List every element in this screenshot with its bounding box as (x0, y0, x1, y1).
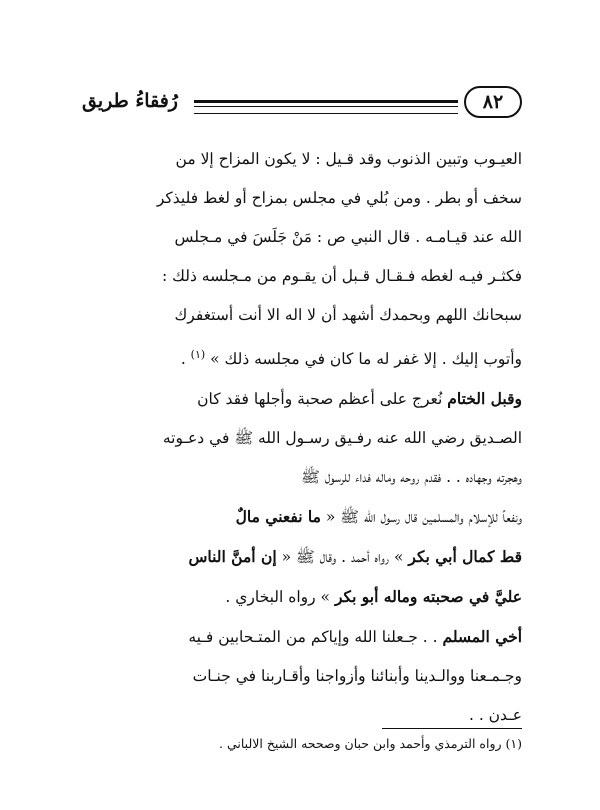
text-segment: » رواه أحمد . وقال ﷺ « (276, 548, 409, 567)
text-line (82, 335, 522, 379)
page-number: ٨٢ (464, 86, 522, 118)
bold-phrase: وقبل الختام (447, 389, 522, 409)
text-line (82, 617, 522, 657)
text-line: وجـمـعنا ووالـدينا وأبنائنا وأزواجنا وأقـاربنا في جنـات (192, 667, 522, 686)
text-line (82, 379, 522, 419)
footnote: (١) رواه الترمذي وأحمد وابن حبان وصححه الشيخ الالباني . (219, 736, 522, 751)
hadith-quote: قط كمال أبي بكر (408, 547, 522, 567)
text-line: الصـديق رضي الله عنه رفـيق رسـول الله ﷺ في دعـوته (162, 429, 522, 448)
text-line: عـدن . . (468, 706, 522, 725)
text-line (82, 497, 522, 537)
hadith-quote: ما نفعني مالٌ (235, 507, 321, 527)
text-line: العيـوب وتبين الذنوب وقد قـيل : لا يكون المزاح إلا من (175, 150, 522, 168)
text-segment: . (180, 350, 191, 369)
footnote-reference: (١) (190, 348, 206, 361)
paragraph-1 (82, 140, 522, 379)
text-line: فكثـر فيـه لغطه فـقـال قـبل أن يقـوم من مـجلسه ذلك : (162, 267, 522, 285)
text-segment: وأتوب إليك . إلا غفر له ما كان في مجلسه ذلك » (210, 350, 522, 369)
text-segment: » رواه البخاري . (225, 588, 335, 607)
page-body (82, 140, 522, 735)
text-line (82, 577, 522, 617)
paragraph-3 (82, 617, 522, 735)
bold-phrase: أخي المسلم (442, 627, 522, 647)
text-segment: . . جـعلنا الله وإياكم من المتـحابين فـيه (188, 628, 443, 647)
hadith-quote: إن أمنَّ الناس (188, 547, 277, 567)
hadith-quote: عليَّ في صحبته وماله أبو بكر (334, 587, 522, 607)
text-line: سبحانك اللهم وبحمدك أشهد أن لا اله الا أنت أستغفرك (174, 306, 522, 324)
header-rule (194, 100, 458, 114)
page-header (82, 86, 522, 122)
paragraph-2 (82, 379, 522, 617)
text-line: وهجرته وجهاده . . فقدم روحه وماله فداء للرسول ﷺ (301, 468, 522, 487)
text-line (82, 537, 522, 577)
text-line: الله عند قيـامـه . قال النبي ص : مَنْ جَلَسَ في مـجلس (174, 228, 522, 246)
text-line: سخف أو بطر . ومن بُلي في مجلس بمزاح أو لغط فليذكر (156, 189, 522, 207)
book-title: رُفقاءُ طريق (82, 90, 178, 112)
text-segment: ونفعاً للإسلام والمسلمين قال رسول الله ﷺ « (320, 508, 522, 527)
text-segment: نُعرج على أعظم صحبة وأجلها فقد كان (197, 390, 448, 409)
footnote-rule (382, 728, 522, 729)
